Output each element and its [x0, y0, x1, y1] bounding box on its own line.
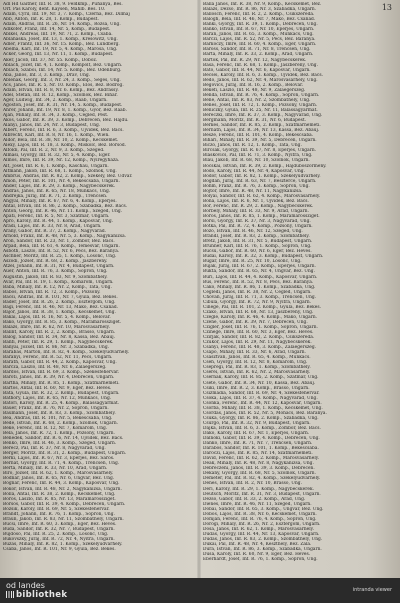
- page-gutter: [197, 0, 201, 578]
- register-entry: Bader, Josef, Inf. R. 26, 2. Komp., Esztergom, Ung.: [3, 299, 116, 305]
- register-entry: Dako, Karoly, Inf. R. 67, Nr. 1, Eperjes, Ungarn.: [203, 430, 310, 436]
- register-entry: Adam, Cyril, Inf. 19, Nr. 3, 7. Komp., Czerna, Bez. Dilmaj: [3, 12, 130, 18]
- register-entry: Czene, Gabor, Inf. R. 39, Nr. 7, Debrecen, Ung.: [203, 319, 308, 325]
- register-entry: Adam, Andras, Inf. R. 26, Nr. 14. Komp., Rozsa, Ung.: [3, 22, 121, 28]
- register-entry: Bartok, Pal, Inf. R. 29, Nr. 12, Nagybecskerek.: [203, 57, 307, 63]
- register-entry: Bela, Janos, Inf. R. 72, 1. Komp., Pozsony, Ungarn.: [3, 430, 115, 436]
- register-entry: Bakai, Lajos, Inf. R. 16, Nr. 5, 4. Komp., Belovar.: [3, 314, 111, 320]
- logo-text-bold: bibliothek: [16, 590, 68, 600]
- register-entry: Chovan, Juraj, Inf. R. 71, 3. Komp., Trencsen, Ung.: [203, 294, 317, 300]
- register-entry: Adel, Stefan, Inf. R. 12, Komp., Szolnok, Bez. Bihar.: [3, 92, 118, 98]
- register-entry: Dobai, Sandor, Inf. R. 65, 3. Komp., Ungvar, Bez. Ung.: [203, 506, 324, 512]
- register-entry: Alt, Josef, Inf. R. 6, 1. Komp., Kaschau, Ungarn.: [3, 163, 109, 169]
- register-entry: Abb, Anton, Inf. R. 28, 1. Komp., Budapest.: [3, 17, 99, 23]
- register-entry: Deutsch, Moritz, Inf. R. 31, Nr. 3, Budapest, Ungarn.: [203, 491, 321, 497]
- register-entry: Balazs, Imre, Inf. R. 62, Nr. 10, Marosvasarhely.: [3, 325, 111, 330]
- register-entry: Bodor, Gabor, Inf. R. 82, 1. Komp., Szekelyudvarhely.: [203, 173, 321, 179]
- register-entry: Braun, Jakob, Inf. R. 83, Nr. 11, Szombathely, Ungarn.: [3, 516, 124, 522]
- register-entry: Besze, Ferenc, Inf. R. 101, 4. Komp., Bekescsaba.: [203, 133, 314, 139]
- register-entry: Anton, Georg, Inf. R. 46, Nr. 11. Komp., Szeged, Ung.: [3, 208, 123, 214]
- register-entry: Darabos, Sandor, Inf. R. 101, 1. Komp., Bekescsaba.: [203, 446, 319, 452]
- register-entry: Csanyi, Ferenc, Inf. R. 48, 3. Komp., Zalaegerszeg.: [203, 345, 317, 351]
- register-entry: Baumann, Josef, Inf. R. 83, 3. Komp., Szombathely.: [3, 410, 116, 416]
- register-entry: Bauer, Franz, Inf. R. 76, Nr. 2, Sopron, Ungarn.: [3, 405, 109, 411]
- register-entry: Csapo, Mihaly, Inf. R. 33, Nr. 6, Arad, Ungarn.: [203, 350, 306, 356]
- register-entry: Czirjak, Sandor, Inf. R. 82, 2. Komp., Csikszereda.: [203, 335, 315, 341]
- register-entry: Buri, Lajos, Inf. R. 44, 4. Komp., Kaposvar, Ungarn.: [203, 274, 318, 280]
- register-entry: Ablkel, Andreas, Inf. 19, Nr. 71, 2. Komp., Csaba.: [3, 32, 113, 38]
- register-entry: Bea, Andras, Inf. R. 101, Nr. 5, Bekescsaba, Ung.: [3, 415, 113, 421]
- register-entry: Csete, Gabor, Inf. R. 34, Nr. 10, Kassa, Bez. Abauj.: [203, 380, 316, 386]
- register-entry: Czinege, Imre, Inf. R. 60, Nr. 3, Eger, Bez. Heves.: [203, 330, 314, 336]
- register-entry: Asboth, Laszlo, Inf. R. 52, Nr. 6, Pecs, Bez. Baranya.: [3, 249, 120, 255]
- register-entry: Dura, Istvan, Inf. R. 86, 3. Komp., Szabadka, Ungarn.: [203, 547, 322, 553]
- register-entry: Ambrus, Andras, Inf. R. 82, 2. Komp., Szekely, Bez. Udvar.: [3, 173, 133, 179]
- register-entry: Baranyi, Ferenc, Inf. R. 52, Nr. 11, Pecs, Ungarn.: [3, 355, 113, 361]
- register-entry: Csorba, Mihaly, Inf. R. 38, 1. Komp., Kecskemet, Ung.: [203, 405, 323, 411]
- register-entry: Bernat, Gyorgy, Inf. R. 71, 4. Komp., Trencsen, Ung.: [3, 461, 120, 467]
- register-entry: Csonka, Ferenc, Inf. R. 44, Nr. 12, Kaposvar, Ungarn.: [203, 400, 322, 406]
- register-entry: Bartos, Antal, Inf. R. 60, Nr. 9, Eger, Bez. Heves.: [3, 385, 112, 391]
- register-entry: Bretz, Jakob, Inf. R. 31, Nr. 5, Budapest, Ungarn.: [203, 239, 313, 245]
- logo-text-bottom: [6, 590, 96, 600]
- register-entry: Bato, Gabor, Inf. R. 44, Nr. 6, Kaposvar, Ungarn.: [203, 67, 311, 73]
- register-entry: Csizmadia, Sandor, Inf. R. 69, Nr. 4, Szekesfehervar.: [203, 390, 320, 396]
- register-entry: Csurgo, Pal, Inf. R. 32, Nr. 9, Budapest, Ungarn.: [203, 420, 311, 426]
- register-entry: Deak, Mihaly, Inf. R. 48, Nr. 8, Nagykanizsa, Ung.: [203, 461, 314, 467]
- register-entry: Bergmann, Moritz, Inf. R. 31, Nr. 6, Budapest.: [203, 118, 307, 124]
- register-entry: Bujdoso, Pal, Inf. R. 25, 2. Komp., Losonc, Ung.: [3, 531, 109, 537]
- register-entry: Adl Hd Gaither, Inf. R. 38, 9. Feldkmp., Puhanya, Bes.: [3, 2, 123, 7]
- register-entry: Adam, Istvan, Inf. R. 8, Nr. 6. Komp., Bez. Andrassy.: [3, 87, 119, 93]
- register-entry: Bekefi, Laszlo, Inf. R. 48, Nr. 9, Zalaegerszeg.: [203, 87, 306, 93]
- register-entry: Boros, Laszlo, Inf. R. 85, Nr. 13, Maramarossziget.: [3, 496, 116, 502]
- register-entry: Bagi, Ferenc, Inf. R. 46, Nr. 13, Mako, Bez. Csanad.: [3, 304, 119, 310]
- register-entry: Antal, Istvan, Inf. R. 86, 2. Komp., Szabadka, Bez. Bacs.: [3, 203, 128, 209]
- register-entry: Albrecht, Karl, Inf. R. 8, Nr. 16, 1. Komp., Wien.: [3, 133, 110, 139]
- register-entry: Cibula, Gyorgy, Inf. R. 72, Nr. 9, Nyitra, Ungarn.: [203, 299, 312, 305]
- register-entry: Czigler, Josef, Inf. R. 76, 1. Komp., Sopron, Ungarn.: [203, 325, 318, 330]
- register-entry: Ajan, Mihaly, Inf. R. 34, 3. Komp., Cegled, Pest.: [3, 113, 109, 119]
- register-entry: Alfoldi, Pal, Inf. R. 2, Nr. 9, 3. Komp., Szeged.: [3, 148, 105, 154]
- register-entry: Albert, Ferenc, Inf. R. 6, 3. Komp., Ujvidek, Bez. Bacs.: [3, 128, 124, 134]
- register-entry: Benedek, Sandor, Inf. R. 6, Nr. 14, Ujvidek, Bez. Bacs.: [3, 436, 124, 442]
- register-entry: Baran, Janos, Inf. R. 65, 3. Komp., Munkacs, Ung.: [203, 32, 314, 38]
- register-entry: Dobos, Lajos, Inf. R. 38, Nr. 6, Kecskemet, Ungarn.: [203, 511, 317, 517]
- register-entry: Baroti, Janos, Inf. R. 39, Nr. 4, Debrecen, Ungarn.: [3, 375, 115, 381]
- register-entry: Csepregi, Pal, Inf. R. 83, 1. Komp., Szombathely.: [203, 365, 311, 371]
- register-entry: Ballosch, Ferenc, Inf. R. 2, 2. Komp., Csikszereda.: [203, 12, 315, 18]
- register-entry: Bolla, Antal, Inf. R. 38, 2. Komp., Kecskemet, Ung.: [3, 491, 116, 497]
- register-entry: Berki, Lajos, Inf. R. 67, Nr. 3, Eperjes, Bez. Saros.: [3, 456, 115, 462]
- register-entry: Abelha, Karl, Inf. 19, Nr. 5, 4. Komp., Marosa, Ung.: [3, 47, 118, 53]
- register-entry: Berecz, Pal, Inf. R. 37, Nr. 8, Nagyvarad, Ung.: [3, 446, 106, 452]
- register-entry: Barcza, Laszlo, Inf. R. 48, Nr. 6, Zalaegerszeg.: [3, 365, 107, 371]
- register-entry: Bogdan, Juraj, Inf. R. 63, Nr. 7, Beszterce, Ungarn.: [203, 178, 317, 184]
- register-entry: Banko, Istvan, Inf. R. 67, Nr. 10, Eperjes, Ungarn.: [203, 27, 315, 33]
- register-entry: Akos, Gabor, Inf. R. 39, 3. Komp., Debrecen, Bez. Hajdu.: [3, 118, 129, 124]
- register-entry: Dienes, Imre, Inf. R. 46, Nr. 11, Szeged, Ungarn.: [203, 501, 312, 507]
- register-entry: Barabas, Marton, Inf. R. 82, 4. Komp., Szekelyudvarhely.: [3, 350, 130, 356]
- register-entry: Brandt, Johann, Inf. R. 76, 1. Komp., Sopron, Ung.: [3, 511, 115, 517]
- register-entry: Andras, Janos, Inf. R. 65, Nr. 18, Munkacs, Ung.: [3, 188, 111, 194]
- register-entry: Bucsu, Gabor, Inf. R. 60, Nr. 6, Eger, Bez. Heves.: [203, 249, 312, 255]
- register-entry: Bucsi, Imre, Inf. R. 60, 3. Komp., Eger, Bez. Heves.: [3, 521, 117, 527]
- register-entry: Bernath, Lajos, Inf. R. 34, Nr. 13, Kassa, Bez. Abauj.: [203, 128, 320, 134]
- register-entry: Dalnoki, Gabor, Inf. R. 39, 4. Komp., Debrecen, Ung.: [203, 436, 320, 442]
- register-entry: Dorogi, Mihaly, Inf. R. 26, Nr. 2, Esztergom, Ungarn.: [203, 521, 321, 527]
- register-entry: Ablach, Szaboi, Inf. 14, Nr. 5. Komp., Bez. Odenburg.: [3, 67, 122, 73]
- register-entry: Bus, Ferenc, Inf. R. 52, Nr. 8, Pecs, Bez. Baranya.: [203, 279, 314, 285]
- register-entry: Cserei, Istvan, Inf. R. 62, Nr. 2, Marosvasarhely.: [203, 370, 311, 376]
- register-entry: Daroczi, Lajos, Inf. R. 85, Nr. 14, Szatmarnemeti.: [203, 451, 313, 457]
- register-entry: Aron, Sandor, Inf. R. 23, Nr. 1, Zombor, Bez. Bacs.: [3, 239, 115, 245]
- register-entry: Avar, Pal, Inf. R. 19, 1. Komp., Komarom, Ungarn.: [3, 279, 114, 285]
- register-entry: Becsei, Karoly, Inf. R. 6, 3. Komp., Ujvidek, Bez. Bacs.: [203, 72, 324, 78]
- register-entry: Benda, Istvan, Inf. R. 76, 4. Komp., Sopron, Ungarn.: [203, 92, 320, 98]
- register-entry: Borbely, Mihaly, Inf. R. 33, Nr. 9, Arad, Ungarn.: [203, 208, 309, 214]
- register-entry: Almasi, Gyorgy, Inf. R. 32, Nr. 5, 4. Komp., Eger.: [3, 153, 111, 159]
- register-entry: Csasztvan, Janos, Inf. R. 65, 4. Komp., Munkacs.: [203, 355, 311, 361]
- register-entry: Bodnar, Janos, Inf. R. 65, Nr. 6, Ungvar, Bez. Ung.: [3, 476, 115, 482]
- register-entry: Bozo, Istvan, Inf. R. 46, Nr. 12, Szeged, Ung.: [203, 229, 303, 235]
- register-entry: Cseh, Gyorgy, Inf. R. 12, Nr. 8, Komarom, Ung.: [203, 360, 308, 366]
- register-entry: Andrejka, Juraj, Inf. R. 71, 2. Komp., Trencsen.: [3, 193, 108, 199]
- register-entry: Csoka, Lajos, Inf. R. 37, 4. Komp., Nagyvarad, Ung.: [203, 395, 318, 401]
- register-entry: Bartha, Mihaly, Inf. R. 85, 1. Komp., Szatmarnemeti.: [3, 380, 120, 386]
- register-entry: Dajka, Istvan, Inf. R. 6, 3. Komp., Zombor, Bez. Bacs.: [203, 425, 321, 431]
- register-entry: Boros, Janos, Inf. R. 85, 1. Komp., Maramarossziget.: [203, 213, 320, 219]
- register-entry: Bona, Lajos, Inf. R. 6, Nr. 1, Ujvidek, Bez. Bacs.: [203, 198, 309, 204]
- register-entry: Blau, Jakob, Inf. R. 68, Nr. 10, Szolnok, Ungarn.: [203, 158, 310, 164]
- register-entry: Auer, Anton, Inf. R. 76, 3. Komp., Sopron, Ung.: [3, 269, 108, 275]
- register-entry: Baba, Mihaly, Inf. R. 12, Nr. 2, Komp., Tata, Ung.: [3, 284, 112, 290]
- register-entry: Bardos, Istvan, Inf. R. 69, 3. Komp., Szekesfehervar.: [3, 370, 120, 376]
- register-entry: Bircsak, Gyorgy, Inf. R. 67, Nr. 8, Eperjes, Ungarn.: [203, 148, 317, 154]
- register-entry: Dezso, Gabor, Inf. R. 33, 2. Komp., Arad, Ung.: [203, 496, 306, 502]
- register-entry: Alanyi, Janos, Inf. 24, Nr. 3, Budapest, Ung.: [3, 123, 101, 129]
- register-entry: Deri, Karoly, Inf. R. 29, 1. Komp., Nagybecskerek.: [203, 486, 315, 492]
- register-entry: Alexy, Lajos, Inf. R. 18, 3. Komp., Miskolc, Bez. Borsod.: [3, 143, 127, 149]
- register-entry: Altmann, Jakob, Inf. R. 68, 1. Komp., Szolnok, Ung.: [3, 168, 117, 174]
- register-entry: Bujak, Juraj, Inf. R. 67, 2. Komp., Eperjes, Ungarn.: [203, 264, 316, 270]
- register-entry: Bodo, Karoly, Inf. R. 44, Nr. 4, Kaposvar, Ung.: [203, 168, 305, 174]
- register-entry: Csiki, Imre, Inf. R. 2, 3. Komp., Brasso, Ungarn.: [203, 385, 310, 391]
- register-entry: Dosa, Janos, Inf. R. 62, 1. Komp., Marosvasarhely.: [203, 526, 314, 532]
- left-column: [3, 2, 191, 576]
- register-entry: Czukor, Lajos, Inf. R. 29, Nr. 11, Nagybecskerek.: [203, 340, 312, 346]
- register-entry: Baross, Sandor, Inf. R. 71, Nr. 8, Trencsen, Ung.: [203, 47, 311, 53]
- register-entry: Borsi, Gyorgy, Inf. R. 37, Nr. 3, Nagyvarad, Ung.: [203, 219, 311, 225]
- register-entry: Bedo, Janos, Inf. R. 62, Nr. 4, Marosvasarhely, Ung.: [203, 77, 318, 83]
- register-entry: Csuka, Gyorgy, Inf. R. 86, 2. Komp., Szabadka, Ung.: [203, 415, 319, 421]
- register-entry: Aschner, Moritz, Inf. R. 25, 1. Komp., Losonc, Ung.: [3, 254, 117, 260]
- register-entry: Balint, Karoly, Inf. R. 2, 2. Komp., Brasso, Ungarn.: [3, 330, 116, 336]
- register-entry: Acker, Georg, Inf. 13, Nr. 11, 1. Komp., Budapest.: [3, 52, 114, 58]
- right-column: [203, 2, 391, 576]
- register-entry: Dekany, Gyorgy, Inf. R. 68, Nr. 5, Szolnok, Ungarn.: [203, 471, 316, 477]
- register-entry: Bereczki, Imre, Inf. R. 37, 3. Komp., Nagyvarad, Ung.: [203, 113, 323, 119]
- register-entry: Aszodi, Jozsef, Inf. R. 68, 2. Komp., Jaszbereny.: [3, 259, 108, 265]
- register-entry: Orf. Pas Karoly, dent. Kaysen, Mahlb. Bes. 10.: [3, 7, 106, 13]
- register-entry: Budai, Karoly, Inf. R. 32, 3. Komp., Budapest, Ungarn.: [203, 254, 324, 260]
- register-entry: Berger, Moritz, Inf. R. 31, 2. Komp., Budapest, Ungarn.: [3, 451, 127, 457]
- register-entry: Blaskovics, Pal, Inf. R. 71, 3. Komp., Nyitra, Ung.: [203, 153, 313, 159]
- register-entry: Banyai, Jozsef, Inf. R. 86, Nr. 3, Szabadka, Ung.: [3, 345, 110, 351]
- register-entry: Dudas, Gyorgy, Inf. R. 44, Nr. 13, Kaposvar, Ungarn.: [203, 531, 320, 537]
- register-entry: Arnold, Franz, Inf. R. 48, Nr. 5, 3. Komp., Nagykanizsa.: [3, 234, 127, 240]
- register-entry: Apro, Karoly, Inf. R. 44, 1. Komp., Kaposvar, Ung.: [3, 219, 114, 225]
- register-entry: Benko, Imre, Inf. R. 46, 3. Komp., Szeged, Ungarn.: [3, 441, 117, 447]
- register-entry: Denes, Istvan, Inf. R. 2, Nr. 10, Brasso, Ung.: [203, 481, 302, 487]
- register-entry: Barkoczy, Imre, Inf. R. 60, 4. Komp., Eger, Ungarn.: [203, 42, 317, 48]
- register-entry: Banfi, Peter, Inf. R. 29, 1. Komp., Nagybecskerek.: [3, 340, 114, 346]
- register-entry: Aba, Janos, Inf. 3, 3. Komp., Drav, Ung.: [3, 72, 91, 78]
- register-entry: Domjan, Ferenc, Inf. R. 76, 4. Komp., Sopron, Ung.: [203, 516, 317, 522]
- register-entry: Demeter, Pal, Inf. R. 82, 4. Komp., Szekelyudvarhely.: [203, 476, 321, 482]
- register-entry: Brunner, Karl, Inf. R. 76, 1. Komp., Sopron, Ung.: [203, 244, 312, 250]
- register-entry: Atzel, Johann, Inf. R. 31, Nr. 4, Budapest, Ungarn.: [3, 264, 115, 270]
- register-entry: Acs, Janos, Inf. R. 5, Nr. 10. Komp., Elos, Bez. Bodrog.: [3, 82, 124, 88]
- register-entry: Ager, Ludwig, Inf. 34, 2. Komp., Raab, Ungarn.: [3, 97, 108, 103]
- register-entry: Adler, Frantz, Inf. 36, Nr. 15. Komp., Bez. Lundberg.: [3, 42, 120, 48]
- register-entry: Bajor, Janos, Inf. R. 38, 1. Komp., Kecskemet, Ung.: [3, 309, 116, 315]
- register-entry: Barczi, Lajos, Inf. R. 52, Nr. 5, Pecs, Bez. Baranya.: [203, 37, 316, 43]
- register-entry: Barath, Gabor, Inf. R. 44, 2. Komp., Kaposvar, Ung.: [3, 360, 117, 366]
- register-entry: Bene, Antal, Inf. R. 83, Nr. 2, Szombathely, Ung.: [203, 97, 311, 103]
- register-entry: Batori, Karoly, Inf. R. 25, 4. Komp., Balassagyarmat.: [3, 400, 120, 406]
- register-entry: David, Ferenc, Inf. R. 62, 2. Komp., Marosvasarhely.: [203, 456, 320, 462]
- register-entry: Balla Janos, Inf. R. 38, Nr. 9, Komp., Kecskemet, Bez.: [203, 2, 322, 7]
- register-entry: Brandl, Josef, Inf. R. 83, 2. Komp., Szombathely.: [203, 234, 310, 240]
- register-entry: Bede, Istvan, Inf. R. 68, 2. Komp., Szolnok, Ungarn.: [3, 420, 119, 426]
- register-entry: Bocskai, Istvan, Inf. R. 39, 2. Komp., Hajduboszormeny.: [203, 163, 327, 169]
- register-entry: Agoston, Josef, Inf. R. 31, Nr. 14, 5. Komp., Budapest.: [3, 102, 123, 108]
- viewer-credit[interactable]: intranda viewer: [352, 587, 392, 593]
- register-entry: Botka, Pal, Inf. R. 72, 4. Komp., Pozsony, Ungarn.: [203, 224, 313, 230]
- register-entry: Berkes, Sandor, Inf. R. 85, 2. Komp., Szatmarnemeti.: [203, 123, 321, 129]
- register-entry: Adlkofer, Franz, Inf. 14, Nr. 5, Komp., Budapest.: [3, 27, 111, 33]
- register-entry: Arpad, Bela, Inf. R. 61, 4. Komp., Temesvar, Ungarn.: [3, 244, 120, 250]
- register-entry: Bojtor, Imre, Inf. R. 48, Nr. 11, Nagykanizsa.: [203, 188, 303, 194]
- register-entry: Bata, Gyula, Inf. R. 32, 2. Komp., Budapest, Ungarn.: [3, 390, 120, 396]
- register-entry: Bugar, Imre, Inf. R. 25, Nr. 10, Losonc, Ung.: [203, 259, 302, 265]
- register-entry: Cakó, Mihaly, Inf. R. 86, 1. Komp., Szabadka, Ung.: [203, 284, 316, 290]
- register-entry: Eberhardt, Josef, Inf. R. 76, 1. Komp., Sopron, Ung.: [203, 557, 318, 563]
- register-entry: Debreczeni, Janos, Inf. R. 39, 3. Komp., Debrecen.: [203, 466, 315, 472]
- register-entry: Bihari, Mihaly, Inf. R. 39, Nr. 5, Debrecen, Ungarn.: [203, 138, 317, 144]
- register-entry: Czako, Istvan, Inf. R. 68, Nr. 13, Jaszbereny, Ung.: [203, 309, 314, 315]
- register-entry: Balog, Sandor, Inf. R. 34, Nr. 8, Kassa, Bez. Abauj.: [3, 335, 116, 341]
- register-entry: Begovics, Juraj, Inf. R. 16, 2. Komp., Belovar.: [203, 82, 304, 88]
- register-entry: Babos, Istvan, Inf. R. 72, 3. Komp., Pozsony.: [3, 289, 101, 295]
- register-entry: Csernak, Karoly, Inf. R. 85, 2. Komp., Szatmar, Ung.: [203, 375, 319, 381]
- register-entry: Berta, Mihaly, Inf. R. 33, Nr. 10, Arad, Ungarn.: [3, 466, 108, 472]
- register-entry: Angyal, Mihaly, Inf. R. 67, Nr. 6, 4. Komp., Eperjes.: [3, 198, 117, 204]
- register-entry: Biczo, Janos, Inf. R. 12, 1. Komp., Tata, Ung.: [203, 143, 302, 149]
- register-entry: Banki, Gyorgy, Inf. R. 39, 1. Komp., Debrecen, Ung.: [203, 22, 318, 28]
- register-entry: Bolyai, Sandor, Inf. R. 62, 4. Komp., Marosvasarhely.: [203, 193, 321, 199]
- register-entry: Beke, Ferenc, Inf. R. 12, Nr. 7, Komarom, Ung.: [3, 425, 108, 431]
- register-entry: Ablach, Jozef, Inf. 4, 1. Komp., Kompolt, Bez. Ungarn.: [3, 62, 123, 68]
- register-entry: Aker, Jacob, Inf. 37, Nr. 55. Komp., Doboz.: [3, 57, 98, 63]
- register-entry: Dukai, Pal, Inf. R. 48, Nr. 4, Keszthely, Bez. Zala.: [203, 542, 312, 548]
- register-entry: Bozsik, Karoly, Inf. R. 69, Nr. 5, Szekesfehervar.: [3, 506, 110, 512]
- register-entry: Bognar, Ferenc, Inf. R. 44, 3. Komp., Kaposvar, Ung.: [3, 481, 120, 487]
- register-entry: Dusa, Karoly, Inf. R. 60, Nr. 9, Eger, Bez. Heves.: [203, 552, 311, 558]
- register-entry: Aradi, Lajos, Inf. R. 33, Nr. 8, Arad, Ungarn.: [3, 224, 102, 230]
- register-entry: Balazs, Dezso, Inf. R. 86, Nr. 3, Szabadka, Ungarn.: [203, 7, 317, 13]
- register-entry: Biro, Jozsef, Inf. R. 62, 1. Komp., Marosvasarhely.: [3, 471, 114, 477]
- register-entry: Buzas, Mihaly, Inf. R. 82, 1. Komp., Szekelyudvarhely.: [3, 542, 123, 548]
- register-entry: Borsos, Gabor, Inf. R. 39, 4. Komp., Debrecen, Ungarn.: [3, 501, 126, 507]
- register-entry: Barta, Mihaly, Inf. R. 33, 2. Komp., Arad, Ungarn.: [203, 52, 314, 58]
- register-entry: Dudas, Janos, Inf. R. 83, 2. Komp., Szombathely, Ung.: [203, 536, 323, 542]
- register-entry: Bako, Gyorgy, Inf. R. 85, 3. Komp., Maramarossziget.: [3, 319, 122, 325]
- register-entry: Csordas, Janos, Inf. R. 52, Nr. 5, Mohacs, Bez. Baranya.: [203, 410, 327, 416]
- register-entry: Bor, Ferenc, Inf. R. 29, 2. Komp., Nagybecskerek.: [203, 203, 314, 209]
- register-entry: Arany, Gabor, Inf. R. 37, 2. Komp., Nagyvarad.: [3, 229, 107, 235]
- register-entry: Cegledi, Janos, Inf. R. 38, Nr. 2, Cegled, Ungarn.: [203, 289, 312, 295]
- register-entry: Buda, Sandor, Inf. R. 32, Nr. 7, Budapest, Ungarn.: [3, 526, 115, 532]
- register-entry: Ahrer, Johann, Inf. 19, Nr. 8, 1. Komp., Gyor, Bez. Raab.: [3, 107, 128, 113]
- register-entry: Benes, Josef, Inf. R. 72, 1. Komp., Pozsony, Ungarn.: [203, 102, 318, 108]
- logo-bars-icon: [6, 591, 14, 598]
- register-entry: Bohm, Franz, Inf. R. 76, 3. Komp., Sopron, Ung.: [203, 183, 310, 189]
- register-entry: Balogh, Bela, Inf. R. 46, Nr. 7, Mako, Bez. Csanad.: [203, 17, 316, 23]
- register-entry: Beniczky, Gyula, Inf. R. 25, Nr. 11, Balassagyarmat.: [203, 107, 318, 113]
- register-entry: Cinege, Pal, Inf. R. 101, 2. Komp., Gyula, Bez. Bekes.: [203, 304, 322, 310]
- register-entry: Csaba, Janos, Inf. R. 101, Nr. 9, Gyula, Bez. Bekes.: [3, 547, 116, 553]
- register-entry: Almos, Imre, Inf. R. 39, Nr. 12, Komp., Nyiregyhaza.: [3, 158, 120, 164]
- library-logo[interactable]: [6, 581, 96, 601]
- register-entry: Bokor, Istvan, Inf. R. 48, Nr. 2, Nagykanizsa, Ungarn.: [3, 486, 122, 492]
- register-entry: Bacsi, Andras, Inf. R. 101, Nr. 7, Gyula, Bez. Bekes.: [3, 294, 118, 300]
- register-entry: Augustin, Jakob, Inf. R. 83, Nr. 9, Szombathely.: [3, 274, 108, 280]
- register-entry: Basa, Ferenc, Inf. R. 68, 1. Komp., Jaszbereny, Ung.: [203, 62, 318, 68]
- register-entry: Ablahaska, Josef, Inf. 13, 1. Komp., Kresowitz, Ung.: [3, 37, 118, 43]
- register-entry: Ander, Lajos, Inf. R. 29, 3. Komp., Nagybecskerek.: [3, 183, 116, 189]
- register-entry: Aldor, Bela, Inf. R. 38, Nr. 10, 2. Komp., Kecskemet.: [3, 138, 119, 144]
- register-entry: Czegle, Karoly, Inf. R. 46, 4. Komp., Mako, Ungarn.: [203, 314, 318, 320]
- register-entry: Danko, Imre, Inf. R. 71, Nr. 7, Trencsen, Ungarn.: [203, 441, 313, 447]
- register-entry: Amon, Peter, Inf. R. 101, Nr. 4, Bekescsaba, Ungarn.: [3, 178, 120, 184]
- register-entry: Bukovszky, Juraj, Inf. R. 72, Nr. 4, Nyitra, Ungarn.: [3, 536, 115, 542]
- logo-text-top: od landes: [6, 581, 45, 590]
- register-entry: Bathory, Lajos, Inf. R. 65, Nr. 12, Munkacs, Ung.: [3, 395, 112, 401]
- register-entry: Bukta, Sandor, Inf. R. 65, Nr. 4, Ungvar, Bez. Ung.: [203, 269, 316, 275]
- register-entry: Ablenak, Georg, Inf. 3, Nr. 24, 3. Komp., Seges, Ung.: [3, 77, 121, 83]
- register-entry: Apati, Ferenc, Inf. R. 5, Nr. 3, Szatmar, Ungarn.: [3, 213, 110, 219]
- page-number: 13: [381, 3, 392, 12]
